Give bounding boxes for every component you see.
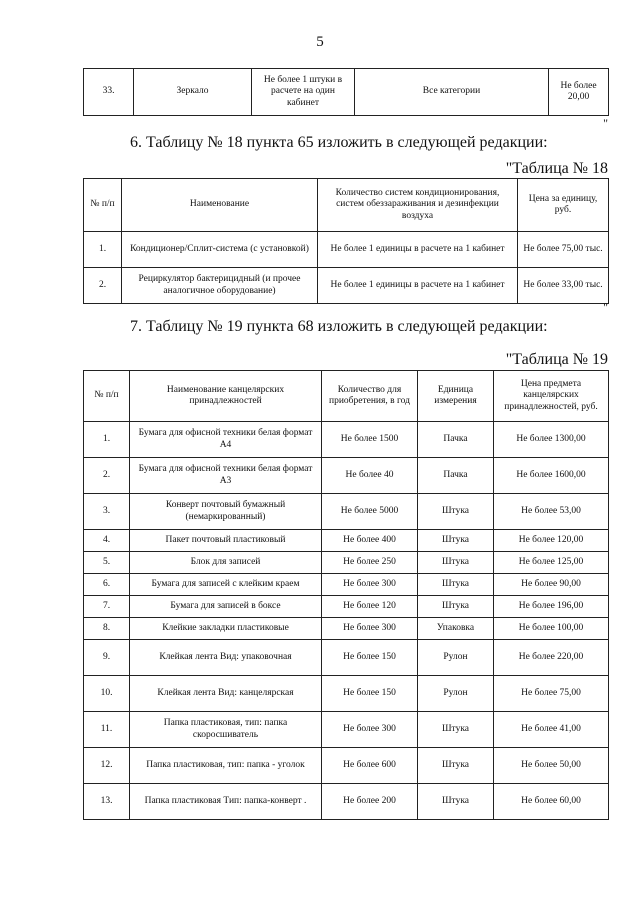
cell-quantity: Не более 120: [322, 596, 418, 618]
header-name: Наименование: [122, 179, 318, 232]
cell-number: 9.: [84, 640, 130, 676]
cell-price: Не более 53,00: [494, 494, 609, 530]
cell-number: 12.: [84, 748, 130, 784]
cell-number: 6.: [84, 574, 130, 596]
cell-quantity: Не более 300: [322, 574, 418, 596]
cell-price: Не более 1600,00: [494, 458, 609, 494]
table-row: [84, 458, 609, 494]
table-row: [84, 596, 609, 618]
table-row: [84, 618, 609, 640]
cell-quantity: Не более 300: [322, 618, 418, 640]
cell-quantity: Не более 1 единицы в расчете на 1 кабинет: [318, 268, 518, 304]
cell-price: Не более 100,00: [494, 618, 609, 640]
cell-name: Бумага для записей в боксе: [130, 596, 322, 618]
cell-number: 7.: [84, 596, 130, 618]
cell-quantity: Не более 200: [322, 784, 418, 820]
cell-unit: Упаковка: [418, 618, 494, 640]
cell-number: 33.: [84, 69, 134, 116]
table-row: [84, 640, 609, 676]
cell-price: Не более 1300,00: [494, 422, 609, 458]
cell-unit: Штука: [418, 552, 494, 574]
cell-number: 8.: [84, 618, 130, 640]
cell-unit: Рулон: [418, 640, 494, 676]
cell-number: 2.: [84, 268, 122, 304]
cell-price: Не более 41,00: [494, 712, 609, 748]
table-row: [84, 712, 609, 748]
cell-name: Кондиционер/Сплит-система (с установкой): [122, 232, 318, 268]
table-row: [84, 422, 609, 458]
cell-price: Не более 220,00: [494, 640, 609, 676]
cell-number: 4.: [84, 530, 130, 552]
cell-quantity: Не более 150: [322, 640, 418, 676]
cell-name: Блок для записей: [130, 552, 322, 574]
table-row: [84, 530, 609, 552]
cell-price: Не более 75,00: [494, 676, 609, 712]
header-quantity: Количество для приобретения, в год: [322, 371, 418, 422]
cell-quantity: Не более 600: [322, 748, 418, 784]
header-name: Наименование канцелярских принадлежностей: [130, 371, 322, 422]
header-price: Цена за единицу, руб.: [518, 179, 609, 232]
closing-quote: ": [603, 300, 608, 314]
cell-name: Бумага для офисной техники белая формат А4: [130, 422, 322, 458]
cell-number: 1.: [84, 422, 130, 458]
cell-unit: Штука: [418, 530, 494, 552]
cell-unit: Штука: [418, 574, 494, 596]
cell-price: Не более 20,00: [549, 69, 609, 116]
header-price: Цена предмета канцелярских принадлежностей, руб.: [494, 371, 609, 422]
table-row: [84, 69, 609, 116]
table-header-row: [84, 179, 609, 232]
section7-heading: 7. Таблицу № 19 пункта 68 изложить в следующей редакции:: [130, 318, 548, 335]
cell-name: Папка пластиковая, тип: папка скоросшиватель: [130, 712, 322, 748]
cell-name: Клейкая лента Вид: канцелярская: [130, 676, 322, 712]
cell-number: 5.: [84, 552, 130, 574]
table-row: [84, 574, 609, 596]
cell-number: 1.: [84, 232, 122, 268]
cell-name: Папка пластиковая Тип: папка-конверт .: [130, 784, 322, 820]
cell-quantity: Не более 300: [322, 712, 418, 748]
cell-number: 2.: [84, 458, 130, 494]
table-row: [84, 748, 609, 784]
header-quantity: Количество систем кондиционирования, систем обеззараживания и дезинфекции воздуха: [318, 179, 518, 232]
cell-unit: Штука: [418, 494, 494, 530]
table-19: [83, 370, 609, 820]
cell-quantity: Не более 1500: [322, 422, 418, 458]
cell-quantity: Не более 1 единицы в расчете на 1 кабинет: [318, 232, 518, 268]
table19-label: "Таблица № 19: [505, 351, 608, 368]
cell-name: Конверт почтовый бумажный (немаркированный): [130, 494, 322, 530]
cell-unit: Штука: [418, 784, 494, 820]
cell-unit: Пачка: [418, 422, 494, 458]
cell-unit: Штука: [418, 748, 494, 784]
cell-price: Не более 125,00: [494, 552, 609, 574]
cell-unit: Пачка: [418, 458, 494, 494]
header-unit: Единица измерения: [418, 371, 494, 422]
cell-quantity: Не более 400: [322, 530, 418, 552]
table-row: [84, 784, 609, 820]
closing-quote: ": [603, 116, 608, 130]
cell-price: Не более 50,00: [494, 748, 609, 784]
cell-name: Бумага для офисной техники белая формат А3: [130, 458, 322, 494]
header-number: № п/п: [84, 179, 122, 232]
table-row: [84, 552, 609, 574]
cell-price: Не более 196,00: [494, 596, 609, 618]
table-row: [84, 494, 609, 530]
cell-category: Все категории: [355, 69, 549, 116]
cell-name: Клейкая лента Вид: упаковочная: [130, 640, 322, 676]
table-18: [83, 178, 609, 304]
previous-table: [83, 68, 609, 116]
cell-price: Не более 60,00: [494, 784, 609, 820]
cell-number: 11.: [84, 712, 130, 748]
cell-quantity: Не более 40: [322, 458, 418, 494]
page-number: 5: [316, 34, 324, 50]
cell-price: Не более 75,00 тыс.: [518, 232, 609, 268]
cell-quantity: Не более 150: [322, 676, 418, 712]
cell-unit: Рулон: [418, 676, 494, 712]
cell-name: Зеркало: [134, 69, 252, 116]
cell-name: Бумага для записей с клейким краем: [130, 574, 322, 596]
cell-quantity: Не более 5000: [322, 494, 418, 530]
cell-price: Не более 120,00: [494, 530, 609, 552]
cell-name: Рециркулятор бактерицидный (и прочее аналогичное оборудование): [122, 268, 318, 304]
cell-unit: Штука: [418, 712, 494, 748]
table-row: [84, 268, 609, 304]
cell-name: Клейкие закладки пластиковые: [130, 618, 322, 640]
header-number: № п/п: [84, 371, 130, 422]
cell-name: Пакет почтовый пластиковый: [130, 530, 322, 552]
table-header-row: [84, 371, 609, 422]
cell-price: Не более 33,00 тыс.: [518, 268, 609, 304]
table18-label: "Таблица № 18: [505, 160, 608, 177]
cell-quantity: Не более 250: [322, 552, 418, 574]
section6-heading: 6. Таблицу № 18 пункта 65 изложить в следующей редакции:: [130, 134, 548, 151]
cell-unit: Штука: [418, 596, 494, 618]
cell-number: 13.: [84, 784, 130, 820]
cell-price: Не более 90,00: [494, 574, 609, 596]
cell-quantity: Не более 1 штуки в расчете на один кабинет: [252, 69, 355, 116]
table-row: [84, 676, 609, 712]
cell-name: Папка пластиковая, тип: папка - уголок: [130, 748, 322, 784]
cell-number: 10.: [84, 676, 130, 712]
cell-number: 3.: [84, 494, 130, 530]
table-row: [84, 232, 609, 268]
